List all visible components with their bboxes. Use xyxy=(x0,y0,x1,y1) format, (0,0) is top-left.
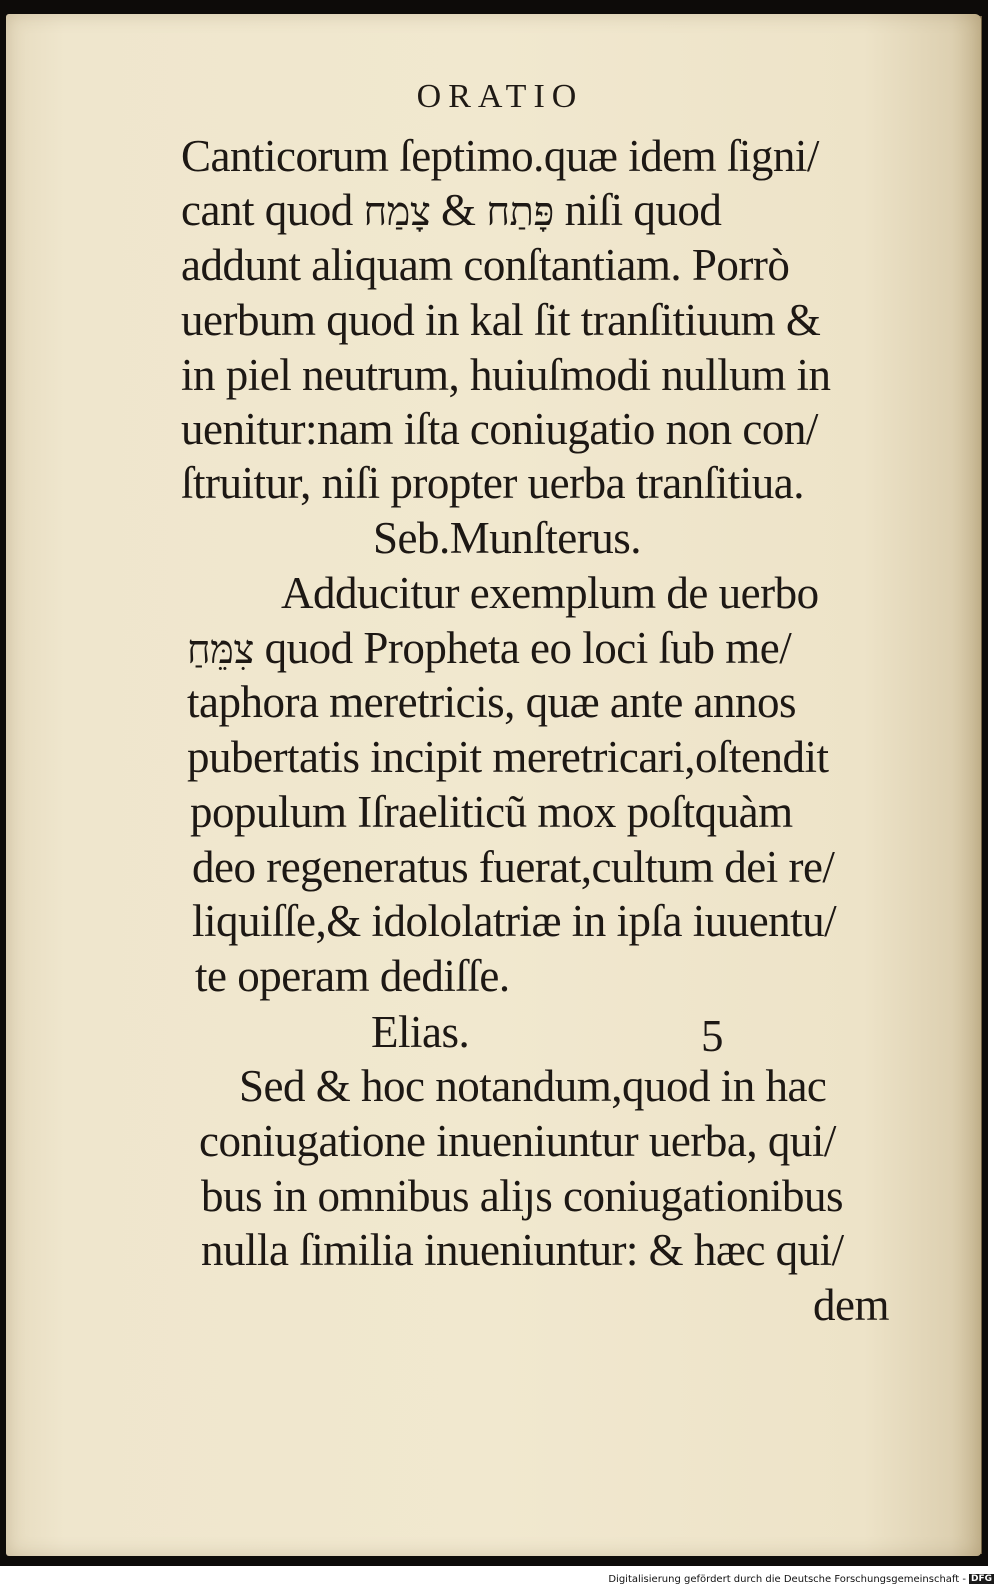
text-segment: & xyxy=(430,185,487,235)
text-line: coniugatione inueniuntur uerba, qui/ xyxy=(199,1116,836,1166)
text-line xyxy=(181,184,721,236)
dfg-logo: DFG xyxy=(970,1574,992,1584)
speaker-heading: Seb.Munſterus. xyxy=(373,513,641,563)
digitization-credit xyxy=(608,1574,994,1585)
text-line: Adducitur exemplum de uerbo xyxy=(281,568,819,618)
text-segment: quod Propheta eo loci ſub me/ xyxy=(253,623,792,673)
text-line: te operam dediſſe. xyxy=(195,951,510,1001)
text-line xyxy=(187,622,791,674)
text-line: pubertatis incipit meretricari,oſtendit xyxy=(187,732,829,782)
text-line: in piel neutrum, huiuſmodi nullum in xyxy=(181,350,831,400)
text-line: addunt aliquam conſtantiam. Porrò xyxy=(181,240,790,290)
text-line: taphora meretricis, quæ ante annos xyxy=(187,677,797,727)
text-line: uenitur:nam iſta coniugatio non con/ xyxy=(181,404,818,454)
hebrew-word: צִמֵּחַ xyxy=(187,627,254,673)
text-line: populum Iſraeliticũ mox poſtquàm xyxy=(190,787,793,837)
text-line: liquiſſe,& idololatriæ in ipſa iuuentu/ xyxy=(192,896,837,946)
hebrew-word: צָמַח xyxy=(363,189,431,235)
section-number: 5 xyxy=(701,1011,723,1061)
text-segment: cant quod xyxy=(181,185,364,235)
text-line: uerbum quod in kal ſit tranſitiuum & xyxy=(181,295,821,345)
text-line: bus in omnibus aliȷs coniugationibus xyxy=(201,1171,843,1221)
text-line: deo regeneratus fuerat,cultum dei re/ xyxy=(192,842,835,892)
speaker-heading: Elias. xyxy=(371,1007,470,1057)
running-head: ORATIO xyxy=(416,78,584,115)
credit-text: Digitalisierung gefördert durch die Deutsche Forschungsgemeinschaft - xyxy=(608,1574,966,1585)
catchword: dem xyxy=(813,1280,889,1330)
hebrew-word: פָּתַח xyxy=(486,189,554,235)
text-line: nulla ſimilia inueniuntur: & hæc qui/ xyxy=(201,1225,844,1275)
text-line: ſtruitur, niſi propter uerba tranſitiua. xyxy=(181,458,805,508)
text-line: Canticorum ſeptimo.quæ idem ſigni/ xyxy=(181,131,819,181)
text-line: Sed & hoc notandum,quod in hac xyxy=(239,1061,827,1111)
text-segment: niſi quod xyxy=(553,185,722,235)
